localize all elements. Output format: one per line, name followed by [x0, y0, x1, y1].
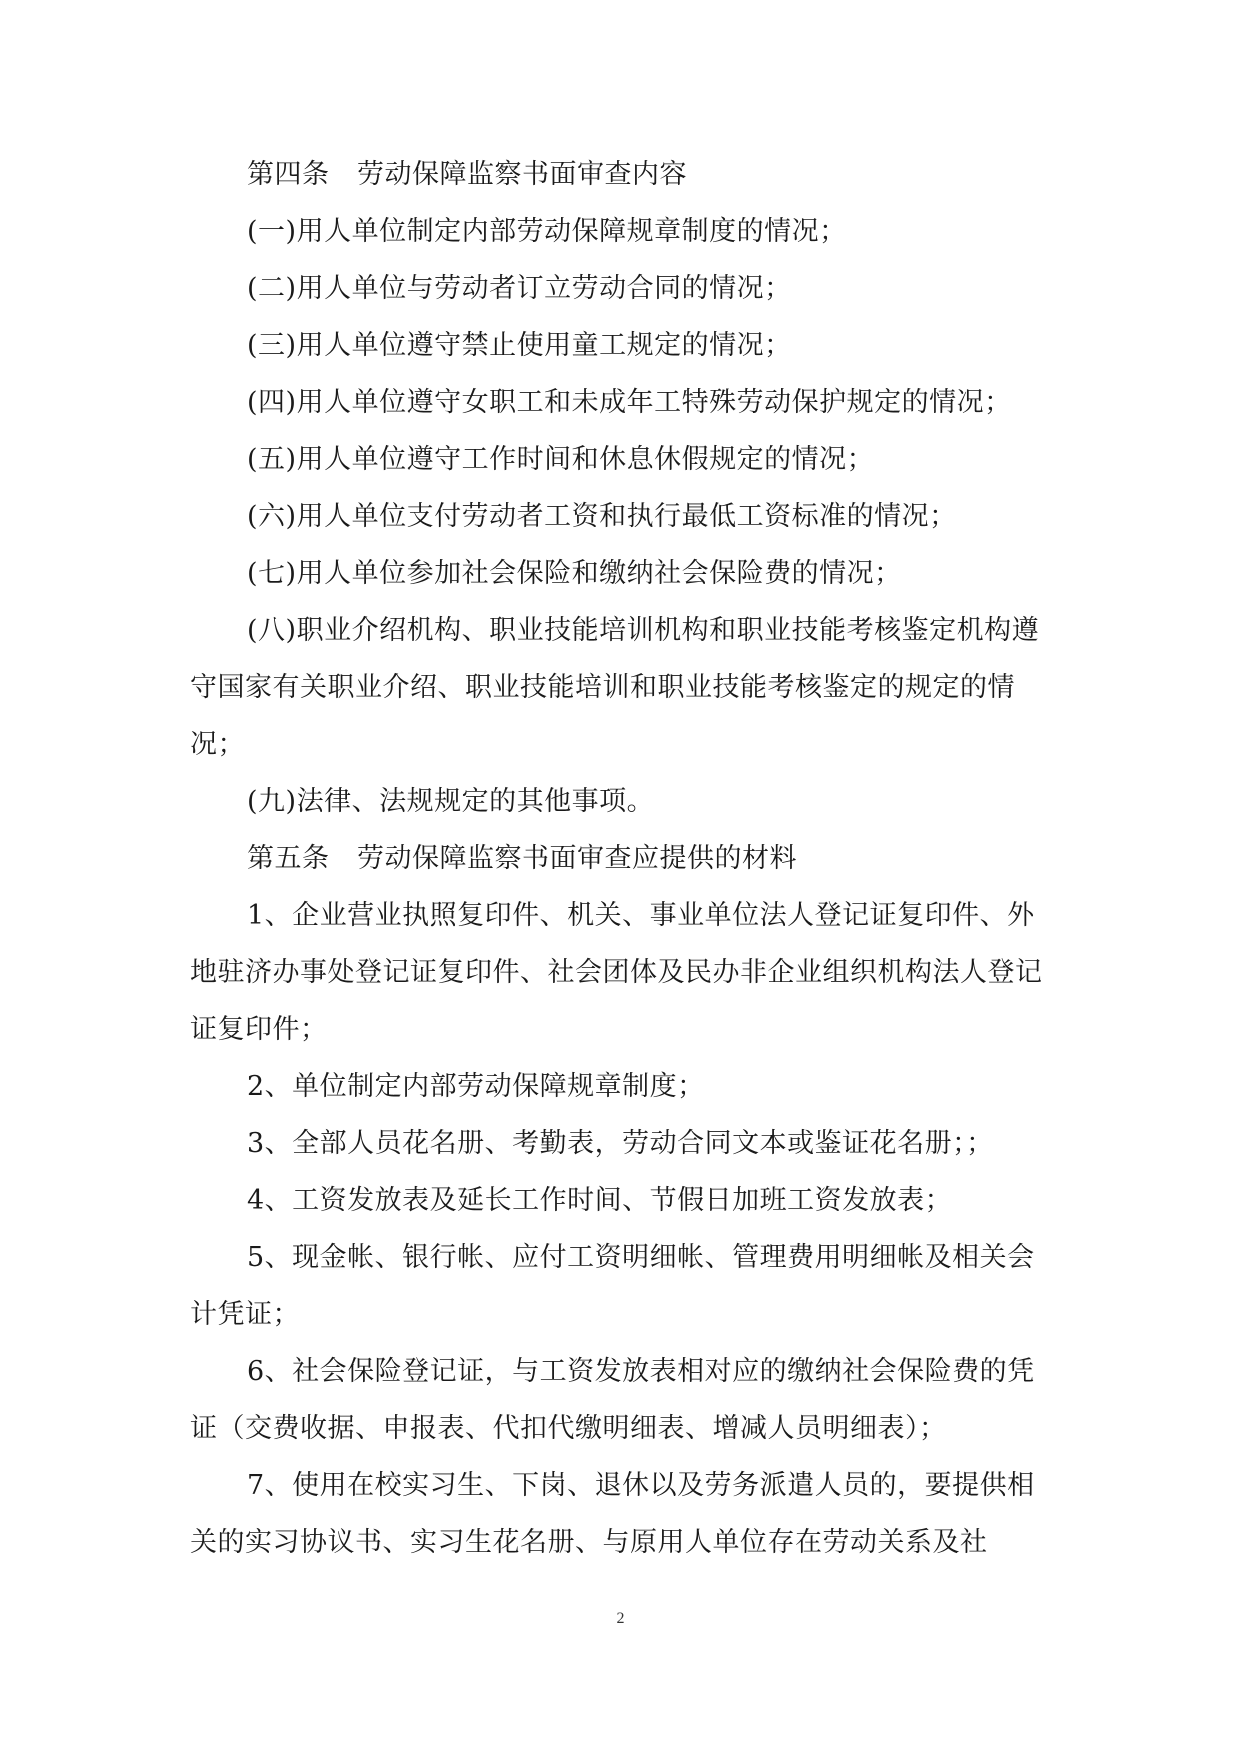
document-body — [190, 146, 1050, 1571]
article-5-item-6: 6、社会保险登记证，与工资发放表相对应的缴纳社会保险费的凭证（交费收据、申报表、代扣代缴明细表、增减人员明细表）； — [190, 1356, 1035, 1444]
article-4-heading: 第四条 劳动保障监察书面审查内容 — [247, 159, 687, 190]
article-4-item-6: (六)用人单位支付劳动者工资和执行最低工资标准的情况； — [247, 501, 957, 532]
article-4-item-9: (九)法律、法规规定的其他事项。 — [247, 786, 655, 817]
article-4-item-4: (四)用人单位遵守女职工和未成年工特殊劳动保护规定的情况； — [247, 387, 1012, 418]
article-4-item-1: (一)用人单位制定内部劳动保障规章制度的情况； — [247, 216, 847, 247]
article-5-item-1: 1、企业营业执照复印件、机关、事业单位法人登记证复印件、外地驻济办事处登记证复印件、社会团体及民办非企业组织机构法人登记证复印件； — [190, 900, 1043, 1045]
article-5-item-2: 2、单位制定内部劳动保障规章制度； — [247, 1071, 705, 1102]
article-4-item-2: (二)用人单位与劳动者订立劳动合同的情况； — [247, 273, 792, 304]
article-5-heading: 第五条 劳动保障监察书面审查应提供的材料 — [247, 843, 797, 874]
article-4-item-3: (三)用人单位遵守禁止使用童工规定的情况； — [247, 330, 792, 361]
article-5-item-7: 7、使用在校实习生、下岗、退休以及劳务派遣人员的，要提供相关的实习协议书、实习生花名册、与原用人单位存在劳动关系及社 — [190, 1470, 1035, 1558]
page-number: 2 — [616, 1610, 625, 1627]
article-5-item-4: 4、工资发放表及延长工作时间、节假日加班工资发放表； — [247, 1185, 953, 1216]
article-5-item-3: 3、全部人员花名册、考勤表，劳动合同文本或鉴证花名册；； — [247, 1128, 994, 1159]
article-4-item-7: (七)用人单位参加社会保险和缴纳社会保险费的情况； — [247, 558, 902, 589]
article-5-item-5: 5、现金帐、银行帐、应付工资明细帐、管理费用明细帐及相关会计凭证； — [190, 1242, 1035, 1330]
article-4-item-5: (五)用人单位遵守工作时间和休息休假规定的情况； — [247, 444, 875, 475]
article-4-item-8: (八)职业介绍机构、职业技能培训机构和职业技能考核鉴定机构遵守国家有关职业介绍、职业技能培训和职业技能考核鉴定的规定的情况； — [190, 615, 1040, 760]
